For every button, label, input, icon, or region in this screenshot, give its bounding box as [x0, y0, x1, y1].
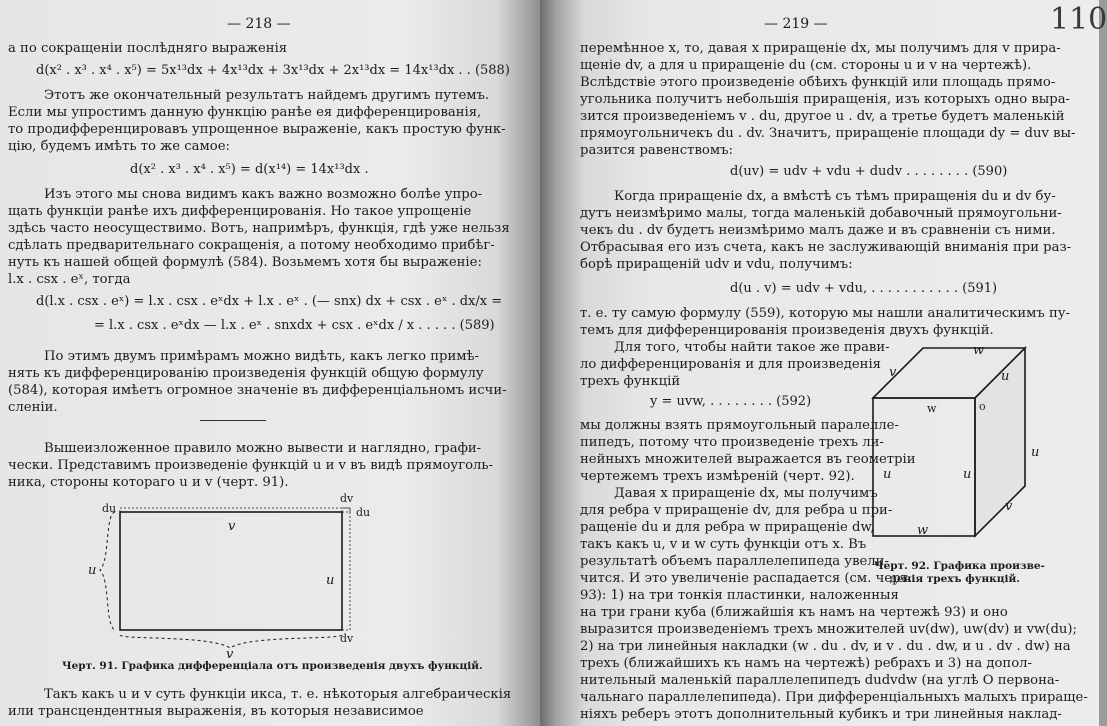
label-dv-top: dv	[340, 492, 354, 505]
text-line: на три грани куба (ближайшія къ намъ на чертежѣ 93) и оно	[580, 605, 1008, 620]
label-w-top: w	[973, 343, 985, 358]
text-line: здѣсь часто неосуществимо. Вотъ, напримѣръ, функція, гдѣ уже нельзя	[8, 221, 510, 236]
text-line: 2) на три линейныя накладки (w . du . dv, и v . du . dw, и u . dv . dw) на	[580, 639, 1071, 654]
equation-590: d(uv) = udv + vdu + dudv . . . . . . . . (590)	[730, 164, 1008, 179]
label-v-bottom: v	[1005, 499, 1013, 514]
text-line: Вслѣдствіе этого произведеніе обѣихъ функцій или площадь прямо-	[580, 75, 1056, 90]
section-divider	[200, 420, 266, 421]
text-line: пипедъ, потому что произведеніе трехъ ли-	[580, 435, 884, 450]
text-line: сдѣлать предварительнаго сокращенія, а потому необходимо прибѣг-	[8, 238, 495, 253]
equation-589b: = l.x . csx . eˣdx — l.x . eˣ . snxdx + csx . eˣdx / x . . . . . (589)	[94, 318, 495, 333]
text-line: чальнаго параллелепипеда). При дифференціальныхъ малыхъ прираще-	[580, 690, 1088, 705]
text-line: темъ для дифференцированія произведенія двухъ функцій.	[580, 323, 994, 338]
text-line: прямоугольничекъ du . dv. Значитъ, приращеніе площади dy = duv вы-	[580, 126, 1076, 141]
text-line: нять къ дифференцированію произведенія функцій общую формулу	[8, 366, 484, 381]
figure-91-diagram	[80, 490, 380, 660]
equation-589a: d(l.x . csx . eˣ) = l.x . csx . eˣdx + l.x . eˣ . (— snx) dx + csx . eˣ . dx/x =	[36, 294, 503, 309]
text-line: ращеніе du и для ребра w приращеніе dw,	[580, 520, 875, 535]
text-line: Если мы упростимъ данную функцію ранѣе ея дифференцированія,	[8, 105, 482, 120]
text-line: мы должны взять прямоугольный паралелле-	[580, 418, 899, 433]
text-line: Для того, чтобы найти такое же прави-	[614, 340, 890, 355]
text-line: чится. И это увеличеніе распадается (см. черт.	[580, 571, 913, 586]
label-u-top: u	[1001, 369, 1010, 384]
label-u-left: u	[88, 563, 97, 578]
page-number: — 219 —	[764, 16, 828, 32]
handwritten-folio-number: 110	[1050, 2, 1107, 37]
text-line: а по сокращеніи послѣдняго выраженія	[8, 41, 288, 56]
equation-591: d(u . v) = udv + vdu, . . . . . . . . . . . (591)	[730, 281, 998, 296]
equation-592: y = uvw, . . . . . . . . (592)	[650, 394, 812, 409]
text-line: чекъ du . dv будетъ неизмѣримо малъ даже и въ сравненіи съ ними.	[580, 223, 1056, 238]
text-line: 93): 1) на три тонкія пластинки, наложенныя	[580, 588, 899, 603]
text-line: то продифференцировавъ упрощенное выраженіе, какъ простую функ-	[8, 122, 506, 137]
label-u-right: u	[326, 573, 335, 588]
text-line: l.x . csx . eˣ, тогда	[8, 272, 131, 287]
text-line: сленіи.	[8, 400, 58, 415]
text-line: выразится произведеніемъ трехъ множителей uv(dw), uw(dv) и vw(du);	[580, 622, 1077, 637]
text-line: По этимъ двумъ примѣрамъ можно видѣть, какъ легко примѣ-	[44, 349, 479, 364]
label-o: o	[979, 400, 986, 413]
figure-92-caption-line1: Черт. 92. Графика произве-	[874, 560, 1045, 572]
right-page	[540, 0, 1107, 726]
label-du-right: du	[356, 506, 371, 519]
text-line: Изъ этого мы снова видимъ какъ важно возможно болѣе упро-	[44, 187, 483, 202]
text-line: для ребра v приращеніе dv, для ребра u при-	[580, 503, 893, 518]
label-u-front-right: u	[963, 467, 972, 482]
text-line: борѣ приращеній udv и vdu, получимъ:	[580, 257, 853, 272]
text-line: дутъ неизмѣримо малы, тогда маленькій добавочный прямоугольни-	[580, 206, 1062, 221]
text-line: Давая x приращеніе dx, мы получимъ	[614, 486, 878, 501]
label-du-top: du	[102, 502, 117, 515]
label-dv-bottom: dv	[340, 632, 354, 645]
text-line: угольника получитъ небольшія приращенія, изъ которыхъ одно выра-	[580, 92, 1071, 107]
figure-92-diagram	[865, 338, 1085, 558]
strip-dv	[342, 508, 350, 630]
label-u-front-left: u	[883, 467, 892, 482]
text-line: чертежемъ трехъ измѣреній (черт. 92).	[580, 469, 855, 484]
text-line: трехъ (ближайшихъ къ намъ на чертежѣ) ребрахъ и 3) на допол-	[580, 656, 1032, 671]
text-line: Вышеизложенное правило можно вывести и наглядно, графи-	[44, 441, 482, 456]
page-number: — 218 —	[227, 16, 291, 32]
text-line: Когда приращеніе dx, а вмѣстѣ съ тѣмъ приращенія du и dv бу-	[614, 189, 1056, 204]
label-v-top: v	[889, 365, 897, 380]
text-line: разится равенствомъ:	[580, 143, 733, 158]
text-line: нейныхъ множителей выражается въ геометріи	[580, 452, 916, 467]
text-line: ника, стороны котораго u и v (черт. 91).	[8, 475, 289, 490]
text-line: нуть къ нашей общей формулѣ (584). Возьмемъ хотя бы выраженіе:	[8, 255, 482, 270]
label-v-top: v	[228, 519, 236, 534]
text-line: (584), которая имѣетъ огромное значеніе въ дифференціальномъ исчи-	[8, 383, 507, 398]
text-line: перемѣнное x, то, давая x приращеніе dx, мы получимъ для v прира-	[580, 41, 1061, 56]
label-w-bottom: w	[917, 523, 929, 538]
label-v-bottom: v	[226, 647, 234, 662]
text-line: результатѣ объемъ параллелепипеда увели-	[580, 554, 889, 569]
text-line: ніяхъ реберъ этотъ дополнительный кубикъ и три линейныя наклад-	[580, 707, 1062, 722]
figure-92-caption-line2: денія трехъ функцій.	[890, 573, 1020, 585]
figure-91-caption: Черт. 91. Графика дифференціала отъ произведенія двухъ функцій.	[62, 660, 483, 672]
text-line: Такъ какъ u и v суть функціи икса, т. е. нѣкоторыя алгебраическія	[44, 687, 512, 702]
text-line: т. е. ту самую формулу (559), которую мы нашли аналитическимъ пу-	[580, 306, 1071, 321]
text-line: цію, будемъ имѣть то же самое:	[8, 139, 230, 154]
text-line: Отбрасывая его изъ счета, какъ не заслуживающій вниманія при раз-	[580, 240, 1072, 255]
left-page	[0, 0, 540, 726]
text-line: или трансцендентныя выраженія, въ которыя независимое	[8, 704, 424, 719]
text-line: зится произведеніемъ v . du, другое u . dv, а третье будетъ маленькій	[580, 109, 1065, 124]
equation-588: d(x² . x³ . x⁴ . x⁵) = 5x¹³dx + 4x¹³dx + 3x¹³dx + 2x¹³dx = 14x¹³dx . . (588)	[36, 63, 510, 78]
text-line: трехъ функцій	[580, 374, 681, 389]
text-line: щать функціи ранѣе ихъ дифференцированія. Но такое упрощеніе	[8, 204, 472, 219]
label-u-right: u	[1031, 445, 1040, 460]
text-line: нительный маленькій параллелепипедъ dudvdw (на углѣ O первона-	[580, 673, 1060, 688]
text-line: ло дифференцированія и для произведенія	[580, 357, 881, 372]
equation-simple: d(x² . x³ . x⁴ . x⁵) = d(x¹⁴) = 14x¹³dx .	[130, 162, 369, 177]
brace-u	[100, 512, 115, 630]
text-line: щеніе dv, а для u приращеніе du (см. стороны u и v на чертежѣ).	[580, 58, 1032, 73]
text-line: Этотъ же окончательный результатъ найдемъ другимъ путемъ.	[44, 88, 490, 103]
text-line: чески. Представимъ произведеніе функцій u и v въ видѣ прямоуголь-	[8, 458, 494, 473]
text-line: такъ какъ u, v и w суть функціи отъ x. Въ	[580, 537, 867, 552]
label-w-face: w	[927, 402, 937, 415]
